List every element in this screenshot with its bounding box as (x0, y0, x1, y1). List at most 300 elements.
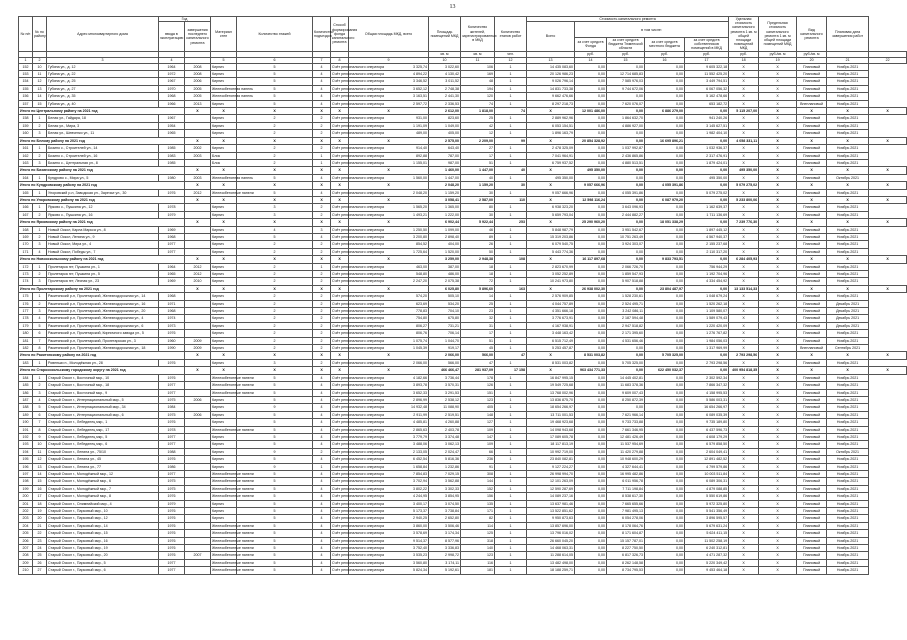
table-row (19, 493, 907, 500)
table-cell: 17 (461, 330, 495, 337)
table-cell: 7 029,15 (429, 470, 461, 477)
table-cell: Ракитянский р-н, Пролетарский, Железнодорожная ул., 18 (47, 345, 159, 352)
table-cell: X (729, 271, 759, 278)
table-cell: 5 (237, 382, 313, 389)
table-cell: Плановый (797, 130, 827, 137)
table-cell: 2 (313, 271, 331, 278)
table-cell: 7 866 347,32 (685, 382, 729, 389)
subtotal-cell: X (869, 219, 907, 226)
subtotal-cell: X (827, 167, 869, 174)
table-cell: 3 802,22 (349, 485, 429, 492)
subtotal-cell: X (869, 137, 907, 144)
table-cell: 1 048 679,24 (685, 293, 729, 300)
table-cell: Железобетонные панели (212, 479, 254, 484)
subtotal-cell: 12 598 116,24 (575, 196, 607, 203)
table-cell: 7 620 076,07 (607, 100, 645, 107)
table-cell: Кирпич (211, 448, 237, 455)
unit-cell: руб. (685, 51, 729, 57)
table-cell: 1 (495, 63, 527, 70)
table-cell: X (729, 522, 759, 529)
table-cell: 0,00 (575, 404, 607, 411)
subtotal-cell: X (759, 285, 797, 292)
table-cell: Старый Оскол г., Лебединец мкр., 6 (47, 441, 159, 448)
table-cell: X (759, 308, 797, 315)
subtotal-cell: X (827, 367, 869, 374)
table-cell: 0,00 (645, 374, 685, 381)
table-cell: Железобетонная панель (212, 86, 253, 91)
table-cell: X (759, 396, 797, 403)
table-cell: Плановый (797, 530, 827, 537)
table-cell: Ракитянский р-н, Пролетарский, Железнодорожная ул., 14 (47, 293, 159, 300)
subtotal-cell: 1 818,00 (461, 108, 495, 115)
table-cell: 17 (461, 152, 495, 159)
table-cell: 1978 (159, 426, 185, 433)
subtotal-cell: 3 058,41 (429, 196, 461, 203)
table-cell: Счёт регионального оператора (332, 153, 385, 158)
table-cell (185, 537, 211, 544)
column-index-cell: 4 (159, 57, 185, 63)
table-cell: Счёт регионального оператора (332, 131, 385, 136)
table-cell: 0,00 (645, 159, 685, 166)
table-cell: 9 127 224,27 (527, 463, 575, 470)
table-cell: 187 (19, 396, 33, 403)
table-cell: 0,00 (575, 63, 607, 70)
table-cell: X (729, 456, 759, 463)
table-cell: X (729, 174, 759, 181)
table-cell: 4 (313, 567, 331, 574)
table-row (19, 419, 907, 426)
table-cell: 806,76 (349, 330, 429, 337)
table-cell: Кирпич (211, 300, 237, 307)
table-cell: 3 (33, 389, 47, 396)
table-cell: 1 (495, 382, 527, 389)
table-cell: 0,00 (645, 115, 685, 122)
table-cell: 66 (461, 448, 495, 455)
subtotal-cell: X (349, 352, 429, 359)
table-cell: Декабрь 2021 (827, 315, 869, 322)
table-cell: 127 (461, 419, 495, 426)
table-cell: 4 (313, 508, 331, 515)
table-cell: 548,80 (349, 271, 429, 278)
table-cell (185, 463, 211, 470)
header-cell: № по району (33, 17, 47, 52)
subtotal-cell: X (869, 256, 907, 263)
table-cell: 0,00 (575, 411, 607, 418)
table-cell: 12 (461, 130, 495, 137)
table-cell: 1986 (159, 463, 185, 470)
table-cell: Плановый (797, 226, 827, 233)
table-cell: Ноябрь 2021 (827, 426, 869, 433)
table-cell: 20 126 986,23 (527, 71, 575, 78)
subtotal-cell: X (349, 256, 429, 263)
table-row (19, 396, 907, 403)
table-cell: 2 896,99 (349, 396, 429, 403)
table-cell: 0,00 (575, 71, 607, 78)
table-cell: 169 (19, 233, 33, 240)
table-row (19, 130, 907, 137)
table-cell: 1 (495, 530, 527, 537)
table-cell: 1 (495, 130, 527, 137)
table-cell: 5 (237, 567, 313, 574)
subtotal-cell: X (759, 167, 797, 174)
table-cell: 4 (313, 559, 331, 566)
table-cell (185, 359, 211, 366)
table-cell: X (759, 456, 797, 463)
table-cell: 4 351 666,18 (527, 308, 575, 315)
table-cell: 0,00 (645, 456, 685, 463)
table-cell: Ноябрь 2021 (827, 530, 869, 537)
table-cell: 2012 (185, 189, 211, 196)
subtotal-cell: X (797, 167, 827, 174)
table-cell: Белая ул., Гайдара, 18 (47, 115, 159, 122)
table-cell: 1 (495, 174, 527, 181)
table-cell: 6 579 858,50 (685, 441, 729, 448)
table-cell: 1968 (159, 308, 185, 315)
subtotal-cell: 400 954 818,35 (729, 367, 759, 374)
table-cell: 0,00 (645, 522, 685, 529)
table-cell: 3 346,52 (349, 78, 429, 85)
table-cell: 0,00 (645, 389, 685, 396)
table-cell: 5 (237, 396, 313, 403)
table-cell: 0,00 (575, 241, 607, 248)
subtotal-cell: X (211, 182, 237, 189)
table-cell (185, 248, 211, 255)
table-cell: 1966 (159, 100, 185, 107)
subtotal-cell: X (211, 219, 237, 226)
subtotal-cell: 20 854 328,92 (575, 137, 607, 144)
table-cell: Кирпич (211, 145, 237, 152)
table-cell: Ноябрь 2021 (827, 508, 869, 515)
table-cell: 2002 (185, 145, 211, 152)
subtotal-cell: 6 284 405,93 (729, 256, 759, 263)
table-cell: 1 037 992,87 (607, 145, 645, 152)
table-cell: Плановый (797, 552, 827, 559)
table-cell: 171 (461, 508, 495, 515)
table-cell: 4 (313, 396, 331, 403)
table-cell: 0,00 (645, 278, 685, 285)
header-cell: в том числе: (575, 22, 729, 38)
header-cell: завершения последнего капитального ремонта (185, 22, 211, 51)
subtotal-cell: X (527, 137, 575, 144)
table-cell: Плановый (797, 508, 827, 515)
table-cell: 3 062,13 (429, 441, 461, 448)
subtotal-cell: 0,00 (685, 167, 729, 174)
table-cell: 2 940,25 (349, 515, 429, 522)
table-row (19, 426, 907, 433)
table-cell: 8 531 003,82 (527, 359, 575, 366)
table-cell: Железобетонные панели (212, 568, 254, 573)
table-cell: 806,27 (349, 322, 429, 329)
table-cell: 4 (313, 478, 331, 485)
table-cell: 1 (33, 174, 47, 181)
table-cell: X (759, 448, 797, 455)
table-cell: 14 098 943,68 (527, 426, 575, 433)
table-cell: X (729, 441, 759, 448)
table-cell: 1970 (159, 85, 185, 92)
table-cell: 5 (237, 174, 313, 181)
table-cell: 1960 (159, 337, 185, 344)
table-cell (185, 374, 211, 381)
table-cell: 0,00 (607, 93, 645, 100)
table-cell: 0,00 (575, 382, 607, 389)
table-cell: Счёт регионального оператора (332, 279, 385, 284)
table-row (19, 71, 907, 78)
table-cell: 13 796 016,02 (527, 530, 575, 537)
table-cell: 0,00 (575, 271, 607, 278)
table-cell: 1 (495, 508, 527, 515)
table-cell: Старый Оскол г., Молодёжный мкр., 8 (47, 493, 159, 500)
table-cell: 15 319 203,86 (527, 233, 575, 240)
table-cell: Кирпич (211, 515, 237, 522)
table-cell: 4 260,88 (429, 419, 461, 426)
table-cell: 116 (461, 559, 495, 566)
table-cell: 778,83 (349, 308, 429, 315)
table-cell: 6 011 956,78 (607, 478, 645, 485)
subtotal-cell: 5 922,44 (461, 219, 495, 226)
table-cell: 5 824,34 (349, 567, 429, 574)
table-cell: 4 (313, 100, 331, 107)
table-cell: 0,00 (575, 226, 607, 233)
table-cell: X (759, 263, 797, 270)
subtotal-cell: 5 705 325,00 (645, 352, 685, 359)
table-cell: 2008 (185, 63, 211, 70)
table-cell: 2 947 518,82 (607, 322, 645, 329)
table-row (19, 382, 907, 389)
subtotal-cell: 6 087 979,20 (645, 196, 685, 203)
table-cell: 2 (33, 122, 47, 129)
table-cell: Новый Оскол, Победы ул., 7 (47, 248, 159, 255)
subtotal-cell: X (759, 196, 797, 203)
table-cell: 2 (237, 248, 313, 255)
table-cell: 6 452,54 (349, 456, 429, 463)
table-cell: 181 (461, 567, 495, 574)
table-cell: Плановый (797, 448, 827, 455)
subtotal-cell: X (313, 182, 331, 189)
table-cell: 6 515 712,49 (527, 337, 575, 344)
table-cell: 919,17 (429, 345, 461, 352)
table-row (19, 226, 907, 233)
table-cell: 156 (19, 93, 33, 100)
table-row (19, 271, 907, 278)
subtotal-cell: 5 233 800,06 (729, 196, 759, 203)
table-cell: 1 864 632,70 (607, 115, 645, 122)
table-cell: 0,00 (575, 152, 607, 159)
table-cell: 3 860,00 (349, 522, 429, 529)
table-cell: 157 (19, 100, 33, 107)
table-cell: Плановый (797, 389, 827, 396)
table-cell: Ноябрь 2021 (827, 522, 869, 529)
table-cell: Кирпич (211, 433, 237, 440)
table-cell: 5 (237, 389, 313, 396)
table-cell: 4 880 513,51 (607, 159, 645, 166)
subtotal-cell: X (185, 182, 211, 189)
subtotal-cell: X (527, 182, 575, 189)
table-cell (185, 130, 211, 137)
subtotal-cell: 4 055 391,86 (645, 182, 685, 189)
header-cell: Количество жителей, зарегистрированных в МКД (461, 17, 495, 52)
table-cell: Железобетонная панель (212, 175, 253, 180)
table-cell: 2 (313, 300, 331, 307)
table-cell: 0,00 (607, 63, 645, 70)
table-cell: 4 (313, 552, 331, 559)
table-cell: 190 (19, 419, 33, 426)
table-cell: Старый Оскол г., Ленина ул., 45 (47, 456, 159, 463)
table-cell: 5 192,61 (429, 567, 461, 574)
table-cell: 0,00 (607, 248, 645, 255)
table-cell: 675,80 (429, 315, 461, 322)
table-cell: 172 (19, 263, 33, 270)
table-row (19, 545, 907, 552)
table-row (19, 211, 907, 218)
table-cell: X (729, 426, 759, 433)
table-cell: 4 (313, 404, 331, 411)
table-cell: Бизино с., Строителей ул., 16 (47, 152, 159, 159)
table-cell: 574,20 (349, 293, 429, 300)
table-cell: Счёт регионального оператора (332, 86, 385, 91)
table-cell: Кирпич (211, 419, 237, 426)
subtotal-cell: 2 575,00 (429, 137, 461, 144)
table-cell: 931,00 (349, 115, 429, 122)
table-cell: 0,00 (575, 419, 607, 426)
table-cell: 1973 (159, 322, 185, 329)
table-cell: 1968 (159, 93, 185, 100)
table-cell: X (729, 293, 759, 300)
table-cell: 4 (313, 389, 331, 396)
table-cell: Счёт регионального оператора (332, 546, 385, 551)
table-cell (185, 456, 211, 463)
table-cell: X (729, 152, 759, 159)
subtotal-cell: 1 159,20 (461, 182, 495, 189)
table-cell: 1977 (159, 433, 185, 440)
subtotal-cell: 253 (495, 219, 527, 226)
table-row (19, 448, 907, 455)
table-cell: 0,00 (645, 293, 685, 300)
table-cell: Блок (211, 159, 237, 166)
table-cell: 1 (495, 374, 527, 381)
table-row (19, 485, 907, 492)
table-cell: 106 (461, 63, 495, 70)
table-cell: Ноябрь 2021 (827, 552, 869, 559)
table-cell: 1 (495, 448, 527, 455)
table-cell: 2 (237, 345, 313, 352)
table-cell: 1 109 580,07 (685, 308, 729, 315)
table-cell: Старый Оскол г., Парковый мкр., 6 (47, 567, 159, 574)
table-cell: Счёт регионального оператора (332, 146, 385, 151)
table-cell: 0,00 (575, 145, 607, 152)
table-cell: 0,00 (575, 559, 607, 566)
table-cell: 1972 (159, 71, 185, 78)
table-cell: Плановый (797, 567, 827, 574)
table-cell: 109 (461, 426, 495, 433)
table-cell: 1968 (159, 233, 185, 240)
table-cell: 0,00 (645, 145, 685, 152)
subtotal-cell: 0,00 (685, 219, 729, 226)
table-cell: 5 (237, 93, 313, 100)
table-cell: 8 178 064,76 (607, 522, 645, 529)
table-cell: 704,10 (429, 308, 461, 315)
table-cell: 0,00 (645, 204, 685, 211)
table-cell: 1 192 704,96 (685, 271, 729, 278)
table-cell: 5 541 356,49 (685, 508, 729, 515)
table-cell: 3 145 627,51 (685, 122, 729, 129)
table-cell: Старый Оскол г., Восточный мкр., 9 (47, 389, 159, 396)
header-cell: Количество этажей (237, 17, 313, 52)
subtotal-cell: X (827, 352, 869, 359)
table-cell: 1 (313, 463, 331, 470)
table-cell: 0,00 (645, 493, 685, 500)
table-cell: 194 (19, 448, 33, 455)
table-cell: Губина ул., д. 35 (47, 93, 159, 100)
table-row (19, 122, 907, 129)
table-cell: 0,00 (575, 396, 607, 403)
table-cell: Железобетонные панели (212, 538, 254, 543)
table-cell: 2 (33, 300, 47, 307)
table-cell: Ярково с., Пушкина ул., 16 (47, 211, 159, 218)
table-cell: Железобетонные панели (212, 560, 254, 565)
table-cell: 2 (313, 248, 331, 255)
column-index-cell: 14 (575, 57, 607, 63)
table-cell: 0,00 (575, 448, 607, 455)
table-cell: X (729, 204, 759, 211)
table-cell: 12 590 287,69 (527, 485, 575, 492)
table-cell: Плановый (797, 478, 827, 485)
subtotal-cell: X (185, 196, 211, 203)
table-cell: 0,00 (645, 152, 685, 159)
table-cell: Кирпич (211, 456, 237, 463)
table-cell: 1 155,01 (349, 159, 429, 166)
table-cell: Кирпич (211, 226, 237, 233)
table-cell: 192 (19, 433, 33, 440)
table-cell: 125 (461, 530, 495, 537)
table-cell: Старый Оскол г., Восточный мкр., 18 (47, 382, 159, 389)
table-cell: 731,21 (429, 322, 461, 329)
table-cell: 0,00 (575, 315, 607, 322)
table-cell: 1 (495, 145, 527, 152)
table-cell: 3 291,53 (429, 389, 461, 396)
table-cell: Старый Оскол г., Ленина ул., 75/10 (47, 448, 159, 455)
table-cell: Ноябрь 2021 (827, 152, 869, 159)
table-cell: 14 445 402,81 (607, 374, 645, 381)
table-row (19, 152, 907, 159)
table-cell: X (759, 359, 797, 366)
table-cell: 147 (461, 433, 495, 440)
table-cell: Плановый (797, 293, 827, 300)
table-cell: Кундрово с., Мира ул., 5 (47, 174, 159, 181)
table-cell: Бизино с., Центральная ул., 8 (47, 159, 159, 166)
subtotal-cell: 6 886 279,00 (645, 108, 685, 115)
table-cell: 165 (19, 189, 33, 196)
header-cell: Площадь помещений МКД (429, 17, 461, 52)
table-cell: 5 (237, 233, 313, 240)
subtotal-cell: X (313, 285, 331, 292)
table-row (19, 248, 907, 255)
table-cell: 387,00 (429, 263, 461, 270)
table-cell: 1 859 547,93 (607, 271, 645, 278)
table-cell (185, 478, 211, 485)
table-cell: 13 (33, 463, 47, 470)
table-cell: Ноябрь 2021 (827, 411, 869, 418)
table-cell: 1 (313, 263, 331, 270)
table-cell: Плановый (797, 189, 827, 196)
table-cell: 0,00 (607, 345, 645, 352)
subtotal-cell: X (237, 196, 313, 203)
table-cell: 200 (19, 493, 33, 500)
table-cell: 0,00 (575, 100, 607, 107)
table-row (19, 463, 907, 470)
table-cell: 4 531 656,46 (607, 337, 645, 344)
table-cell: Кирпич (211, 115, 237, 122)
subtotal-label: Итого по Ракитянскому району на 2021 год (19, 352, 185, 359)
